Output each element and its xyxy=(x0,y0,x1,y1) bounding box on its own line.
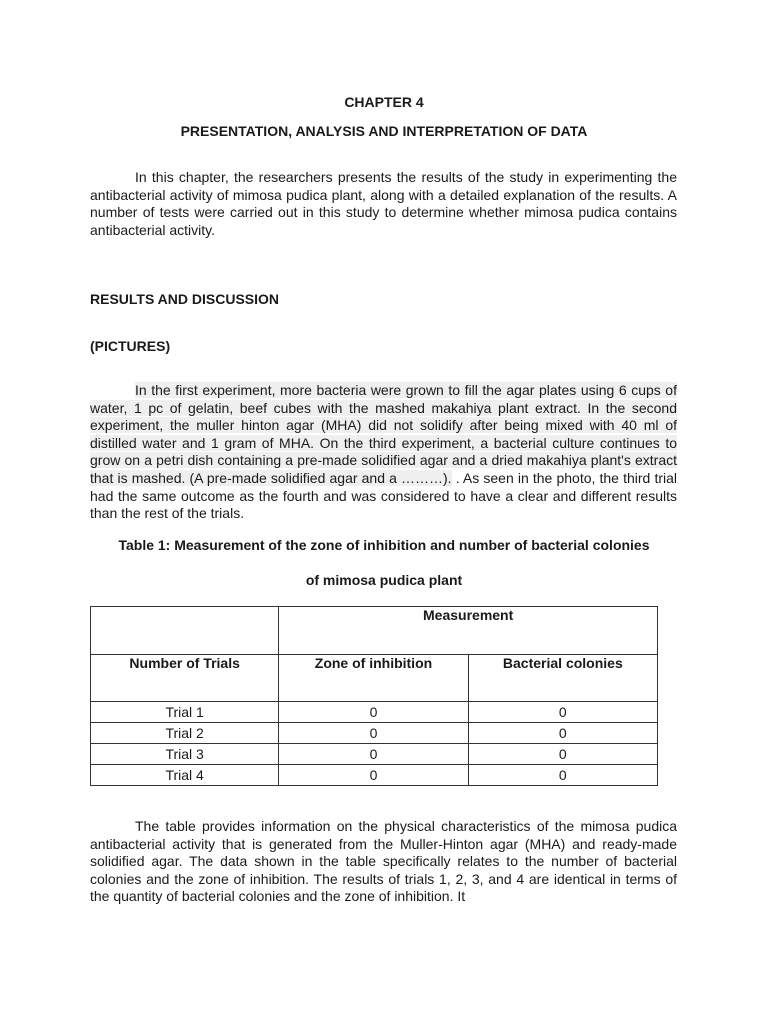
zone-cell: 0 xyxy=(279,702,468,723)
table-row xyxy=(91,702,658,723)
chapter-title: PRESENTATION, ANALYSIS AND INTERPRETATION OF DATA xyxy=(180,123,588,139)
table-column-header-row xyxy=(91,655,658,702)
trial-cell: Trial 1 xyxy=(91,702,279,723)
table-row xyxy=(91,723,658,744)
table-caption-line1: Table 1: Measurement of the zone of inhibition and number of bacterial colonies xyxy=(118,537,650,553)
intro-paragraph xyxy=(90,169,677,239)
table-caption-line2: of mimosa pudica plant xyxy=(305,572,463,588)
column-header-trials: Number of Trials xyxy=(91,655,279,702)
colonies-cell: 0 xyxy=(468,744,657,765)
column-header-colonies: Bacterial colonies xyxy=(468,655,657,702)
intro-text: In this chapter, the researchers presents the results of the study in experimenting the antibacterial activity of mimosa pudica plant, along with a detailed explanation of the results. A number of tests were carried out in this study to determine whether mimosa pudica contains antibacterial activity. xyxy=(90,169,677,238)
table-group-header-row xyxy=(91,607,658,655)
zone-cell: 0 xyxy=(279,723,468,744)
analysis-text: The table provides information on the physical characteristics of the mimosa pudica antibacterial activity that is generated from the Muller-Hinton agar (MHA) and ready-made solidified agar. The data shown in the table specifically relates to the number of bacterial colonies and the zone of inhibition. The results of trials 1, 2, 3, and 4 are identical in terms of the quantity of bacterial colonies and the zone of inhibition. It xyxy=(90,818,677,905)
experiment-rest-text: . As seen in the photo, the third trial had the same outcome as the fourth and was considered to have a clear and different results than the rest of the trials. xyxy=(90,469,677,522)
trial-cell: Trial 4 xyxy=(91,765,279,786)
pictures-placeholder: (PICTURES) xyxy=(90,338,171,354)
colonies-cell: 0 xyxy=(468,702,657,723)
chapter-label: CHAPTER 4 xyxy=(344,94,424,110)
table-row xyxy=(91,765,658,786)
colonies-cell: 0 xyxy=(468,765,657,786)
trial-cell: Trial 3 xyxy=(91,744,279,765)
zone-cell: 0 xyxy=(279,765,468,786)
zone-cell: 0 xyxy=(279,744,468,765)
column-header-zone: Zone of inhibition xyxy=(279,655,468,702)
analysis-paragraph xyxy=(90,818,677,906)
results-heading: RESULTS AND DISCUSSION xyxy=(90,291,280,307)
experiment-highlighted-text: In the first experiment, more bacteria were grown to fill the agar plates using 6 cups of water, 1 pc of gelatin, beef cubes with the mashed makahiya plant extract. In the second experiment, the muller hinton agar (MHA) did not solidify after being mixed with 40 ml of distilled water and 1 gram of MHA. On the third experiment, a bacterial culture continues to grow on a petri dish containing a pre-made solidified agar and a dried makahiya plant's extract that is mashed. (A pre-made solidified agar and a ………). xyxy=(90,382,677,486)
measurement-header: Measurement xyxy=(279,607,658,655)
colonies-cell: 0 xyxy=(468,723,657,744)
table-empty-cell xyxy=(91,607,279,655)
results-table xyxy=(90,606,658,786)
table-row xyxy=(91,744,658,765)
trial-cell: Trial 2 xyxy=(91,723,279,744)
experiment-paragraph xyxy=(90,382,677,523)
